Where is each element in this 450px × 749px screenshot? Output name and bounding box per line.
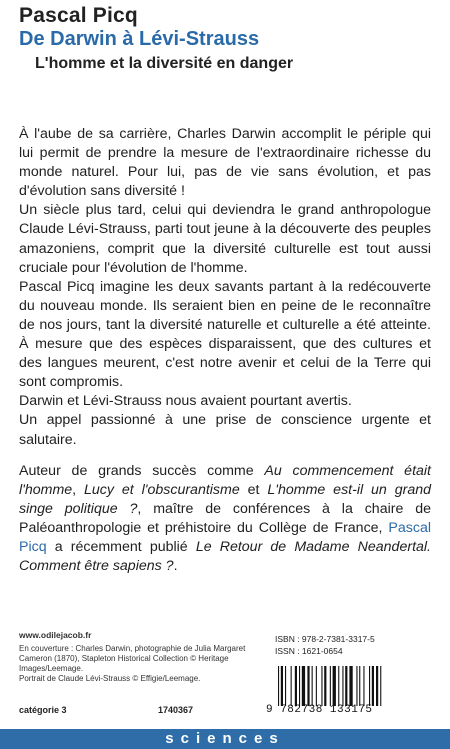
author-bio <box>19 462 431 577</box>
book-subtitle: L'homme et la diversité en danger <box>35 55 294 72</box>
portrait-credit: Portrait de Claude Lévi-Strauss © Effigie/Leemage. <box>19 674 201 683</box>
bio-paragraph: Auteur de grands succès comme Au commencement était l'homme, Lucy et l'obscurantisme et L'homme est-il un grand singe politique ?, maître de conférences à la chaire de Paléoanthropologie et préhistoire du Collège de France, Pascal Picq a récemment publié Le Retour de Madame Neandertal. Comment être sapiens ?. <box>19 463 431 575</box>
publisher-url[interactable]: www.odilejacob.fr <box>19 630 92 640</box>
barcode-digits: 9 782738 133175 <box>266 704 373 716</box>
bio-author-name: Pascal Picq <box>19 520 431 556</box>
isbn: ISBN : 978-2-7381-3317-5 <box>275 634 375 644</box>
issn: ISSN : 1621-0654 <box>275 646 343 656</box>
blurb-paragraph: Un siècle plus tard, celui qui deviendra le grand anthropologue Claude Lévi-Strauss, parti tout jeune à la découverte des peuples amazoniens, comprit que la diversité culturelle est tout aussi cruciale pour l'évolution de l'homme. <box>19 202 431 276</box>
isbn-block <box>275 633 375 657</box>
barcode-image <box>276 666 426 706</box>
book-reference: Le Retour de Madame Neandertal. Comment être sapiens ? <box>19 539 431 575</box>
price-category: catégorie 3 <box>19 705 67 715</box>
blurb-paragraph: Darwin et Lévi-Strauss nous avaient pourtant avertis. <box>19 393 352 410</box>
image-credits <box>19 630 249 684</box>
book-reference: Lucy et l'obscurantisme <box>84 482 240 499</box>
blurb-paragraph: Pascal Picq imagine les deux savants partant à la redécouverte du nouveau monde. Ils seraient bien en peine de le reconnaître de nos jours, tant la diversité naturelle et culturelle a été atteinte. À mesure que des espèces disparaissent, que des cultures et des langues meurent, c'est notre avenir et celui de la Terre qui sont compromis. <box>19 278 431 391</box>
book-title: De Darwin à Lévi-Strauss <box>19 28 260 50</box>
book-reference: Au commencement était l'homme <box>19 463 431 499</box>
author-name: Pascal Picq <box>19 4 138 27</box>
blurb-paragraph: À l'aube de sa carrière, Charles Darwin accomplit le périple qui lui permit de prendre la mesure de l'extraordinaire richesse du monde naturel. Pour lui, pas de vie sans évolution, et pas d'évolution sans diversité ! <box>19 126 431 200</box>
cover-credit: En couverture : Charles Darwin, photographie de Julia Margaret Cameron (1870), Stapleton Historical Collection © Heritage Images/Leemage. <box>19 644 246 673</box>
cover-header <box>19 4 440 74</box>
blurb-paragraph: Un appel passionné à une prise de conscience urgente et salutaire. <box>19 412 431 448</box>
book-reference: L'homme est-il un grand singe politique ? <box>19 482 431 518</box>
blurb-text <box>19 125 431 450</box>
collection-band: sciences <box>0 729 450 749</box>
product-code: 1740367 <box>158 705 194 715</box>
